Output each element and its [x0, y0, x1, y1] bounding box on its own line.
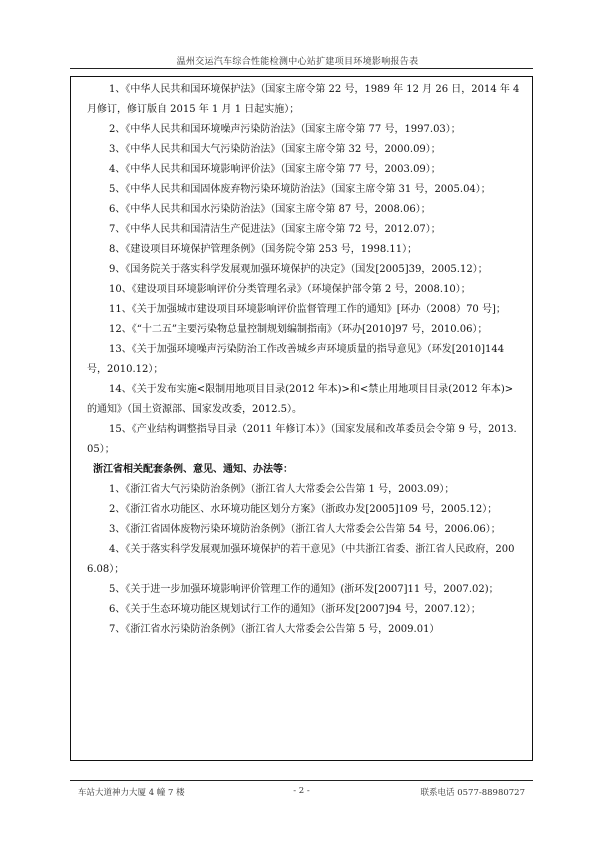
list-item: 3、《浙江省固体废物污染环境防治条例》（浙江省人大常委会公告第 54 号，2006.06）； [109, 524, 501, 535]
list-item: 8、《建设项目环境保护管理条例》（国务院令第 253 号，1998.11）； [109, 244, 418, 255]
list-item: 5、《中华人民共和国固体废弃物污染环境防治法》（国家主席令第 31 号，2005.04）； [109, 184, 491, 195]
list-item: 1、《浙江省大气污染防治条例》（浙江省人大常委会公告第 1 号，2003.09）； [109, 484, 455, 495]
list-item: 6、《关于生态环境功能区规划试行工作的通知》（浙环发[2007]94 号，2007.12）； [109, 604, 481, 615]
list-item: 10、《建设项目环境影响评价分类管理名录》（环境保护部令第 2 号，2008.10）； [109, 284, 471, 295]
header-divider [70, 68, 533, 69]
footer-address: 车站大道神力大厦 4 幢 7 楼 [78, 788, 185, 798]
list-item: 5、《关于进一步加强环境影响评价管理工作的通知》(浙环发[2007]11 号，2007.02)； [109, 584, 499, 595]
list-item: 1、《中华人民共和国环境保护法》（国家主席令第 22 号，1989 年 12 月 26 日，2014 年 4 月修订，修订版自 2015 年 1 月 1 日起实施）； [87, 84, 520, 115]
list-item: 13、《关于加强环境噪声污染防治工作改善城乡声环境质量的指导意见》（环发[2010]144 号，2010.12）； [87, 344, 505, 375]
list-item: 6、《中华人民共和国水污染防治法》（国家主席令第 87 号，2008.06）； [109, 204, 431, 215]
footer-contact: 联系电话 0577-88980727 [420, 788, 525, 798]
list-item: 7、《浙江省水污染防治条例》（浙江省人大常委会公告第 5 号，2009.01） [109, 624, 440, 635]
list-item: 11、《关于加强城市建设项目环境影响评价监督管理工作的通知》[环办（2008）70 号]； [109, 304, 506, 315]
page-header-title: 温州交运汽车综合性能检测中心站扩建项目环境影响报告表 [176, 57, 419, 67]
list-item: 2、《中华人民共和国环境噪声污染防治法》（国家主席令第 77 号，1997.03）； [109, 124, 461, 135]
regulations-list-box [70, 76, 533, 761]
list-item: 15、《产业结构调整指导目录（2011 年修订本）》（国家发展和改革委员会令第 9 号，2013.05）； [87, 424, 517, 455]
list-item: 14、《关于发布实施<限制用地项目目录(2012 年本)>和<禁止用地项目目录(2012 年本)>的通知》（国土资源部、国家发改委，2012.5）。 [87, 384, 514, 415]
list-item: 9、《国务院关于落实科学发展观加强环境保护的决定》（国发[2005]39，2005.12）； [109, 264, 488, 275]
list-item: 4、《关于落实科学发展观加强环境保护的若干意见》（中共浙江省委、浙江省人民政府，2006.08）； [87, 544, 515, 575]
page-number: - 2 - [293, 786, 310, 796]
list-item: 4、《中华人民共和国环境影响评价法》（国家主席令第 77 号，2003.09）； [109, 164, 441, 175]
list-item: 3、《中华人民共和国大气污染防治法》（国家主席令第 32 号，2000.09）； [109, 144, 441, 155]
section-heading: 浙江省相关配套条例、意见、通知、办法等： [93, 464, 293, 475]
footer-divider [70, 780, 533, 781]
list-item: 7、《中华人民共和国清洁生产促进法》（国家主席令第 72 号，2012.07）； [109, 224, 441, 235]
list-item: 12、《“十二五”主要污染物总量控制规划编制指南》（环办[2010]97 号，2010.06）； [109, 324, 488, 335]
list-item: 2、《浙江省水功能区、水环境功能区划分方案》（浙政办发[2005]109 号，2005.12）； [109, 504, 498, 515]
